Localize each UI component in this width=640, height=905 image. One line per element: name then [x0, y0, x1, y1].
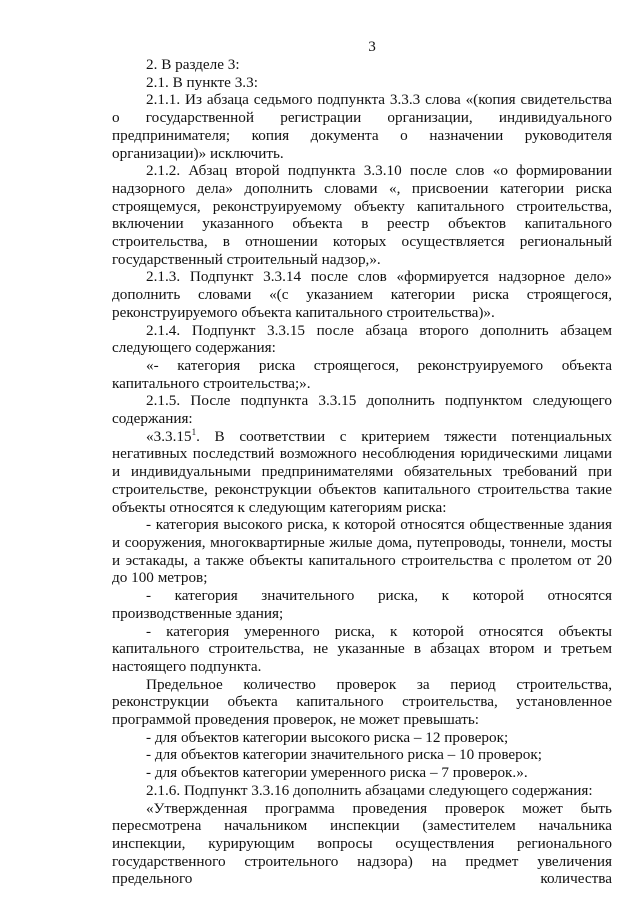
paragraph	[112, 623, 612, 676]
paragraph-text: 2.1.3. Подпункт 3.3.14 после слов «формируется надзорное дело» дополнить словами «(с указанием категории риска строящегося, реконструируемого объекта капитального строительства)».	[112, 268, 612, 321]
paragraph	[112, 322, 612, 357]
paragraph	[112, 764, 612, 782]
paragraph-text: «- категория риска строящегося, реконструируемого объекта капитального строительства;».	[112, 356, 612, 392]
paragraph	[112, 357, 612, 392]
paragraph	[112, 746, 612, 764]
paragraph	[112, 729, 612, 747]
paragraph-text: 2.1.1. Из абзаца седьмого подпункта 3.3.3 слова «(копия свидетельства о государственной регистрации организации, индивидуального предпринимателя; копия документа о назначении руководителя организации)» исключить.	[112, 91, 612, 162]
paragraph-text: 2.1.5. После подпункта 3.3.15 дополнить подпунктом следующего содержания:	[112, 392, 612, 428]
paragraph	[112, 782, 612, 800]
paragraph-text: - для объектов категории высокого риска – 12 проверок;	[146, 728, 509, 746]
paragraph	[112, 392, 612, 427]
paragraph-text: «Утвержденная программа проведения проверок может быть пересмотрена начальником инспекции (заместителем начальника инспекции, курирующим вопросы осуществления регионального государственного строительного надзора) на предмет увеличения предельного количества	[112, 799, 612, 888]
paragraph	[112, 516, 612, 587]
paragraph-text: - категория значительного риска, к которой относятся производственные здания;	[112, 587, 612, 622]
subclause-number-end: .	[196, 427, 215, 445]
paragraph-text: - для объектов категории значительного риска – 10 проверок;	[146, 746, 542, 764]
paragraph-text: - для объектов категории умеренного риска – 7 проверок.».	[146, 764, 528, 782]
subclause-number: «3.3.15	[146, 427, 192, 445]
paragraph-text: 2.1. В пункте 3.3:	[146, 73, 258, 91]
paragraph	[112, 676, 612, 729]
paragraph	[112, 428, 612, 517]
paragraph-text: 2.1.2. Абзац второй подпункта 3.3.10 после слов «о формировании надзорного дела» дополнить словами «, присвоении категории риска строящемуся, реконструируемому объекту капитального строительства, включении указанного объекта в реестр объектов капитального строительства, в отношении которых осуществляется региональный государственный строительный надзор,».	[112, 162, 612, 268]
document-body	[112, 56, 612, 888]
page-number: 3	[368, 38, 376, 55]
paragraph	[112, 268, 612, 321]
paragraph	[112, 162, 612, 268]
paragraph	[112, 800, 612, 889]
paragraph-text: - категория высокого риска, к которой относятся общественные здания и сооружения, многоквартирные жилые дома, путепроводы, тоннели, мосты и эстакады, а также объекты капитального строительства с пролетом от 20 до 100 метров;	[112, 516, 612, 587]
paragraph	[112, 74, 612, 92]
paragraph	[112, 587, 612, 622]
paragraph-text: 2. В разделе 3:	[146, 56, 240, 73]
paragraph	[112, 56, 612, 74]
paragraph-text: 2.1.4. Подпункт 3.3.15 после абзаца второго дополнить абзацем следующего содержания:	[112, 321, 612, 357]
paragraph-text: В соответствии с критерием тяжести потенциальных негативных последствий возможного несоблюдения юридическими лицами и индивидуальными предпринимателями обязательных требований при строительстве, реконструкции объектов капитального строительства такие объекты относятся к следующим категориям риска:	[112, 427, 613, 516]
paragraph-text: 2.1.6. Подпункт 3.3.16 дополнить абзацами следующего содержания:	[146, 781, 593, 799]
paragraph-text: Предельное количество проверок за период строительства, реконструкции объекта капитального строительства, установленное программой проведения проверок, не может превышать:	[112, 675, 612, 729]
paragraph	[112, 91, 612, 162]
paragraph-text: - категория умеренного риска, к которой относятся объекты капитального строительства, не указанные в абзацах втором и третьем настоящего подпункта.	[112, 622, 612, 675]
subclause-superscript: 1	[191, 426, 197, 437]
